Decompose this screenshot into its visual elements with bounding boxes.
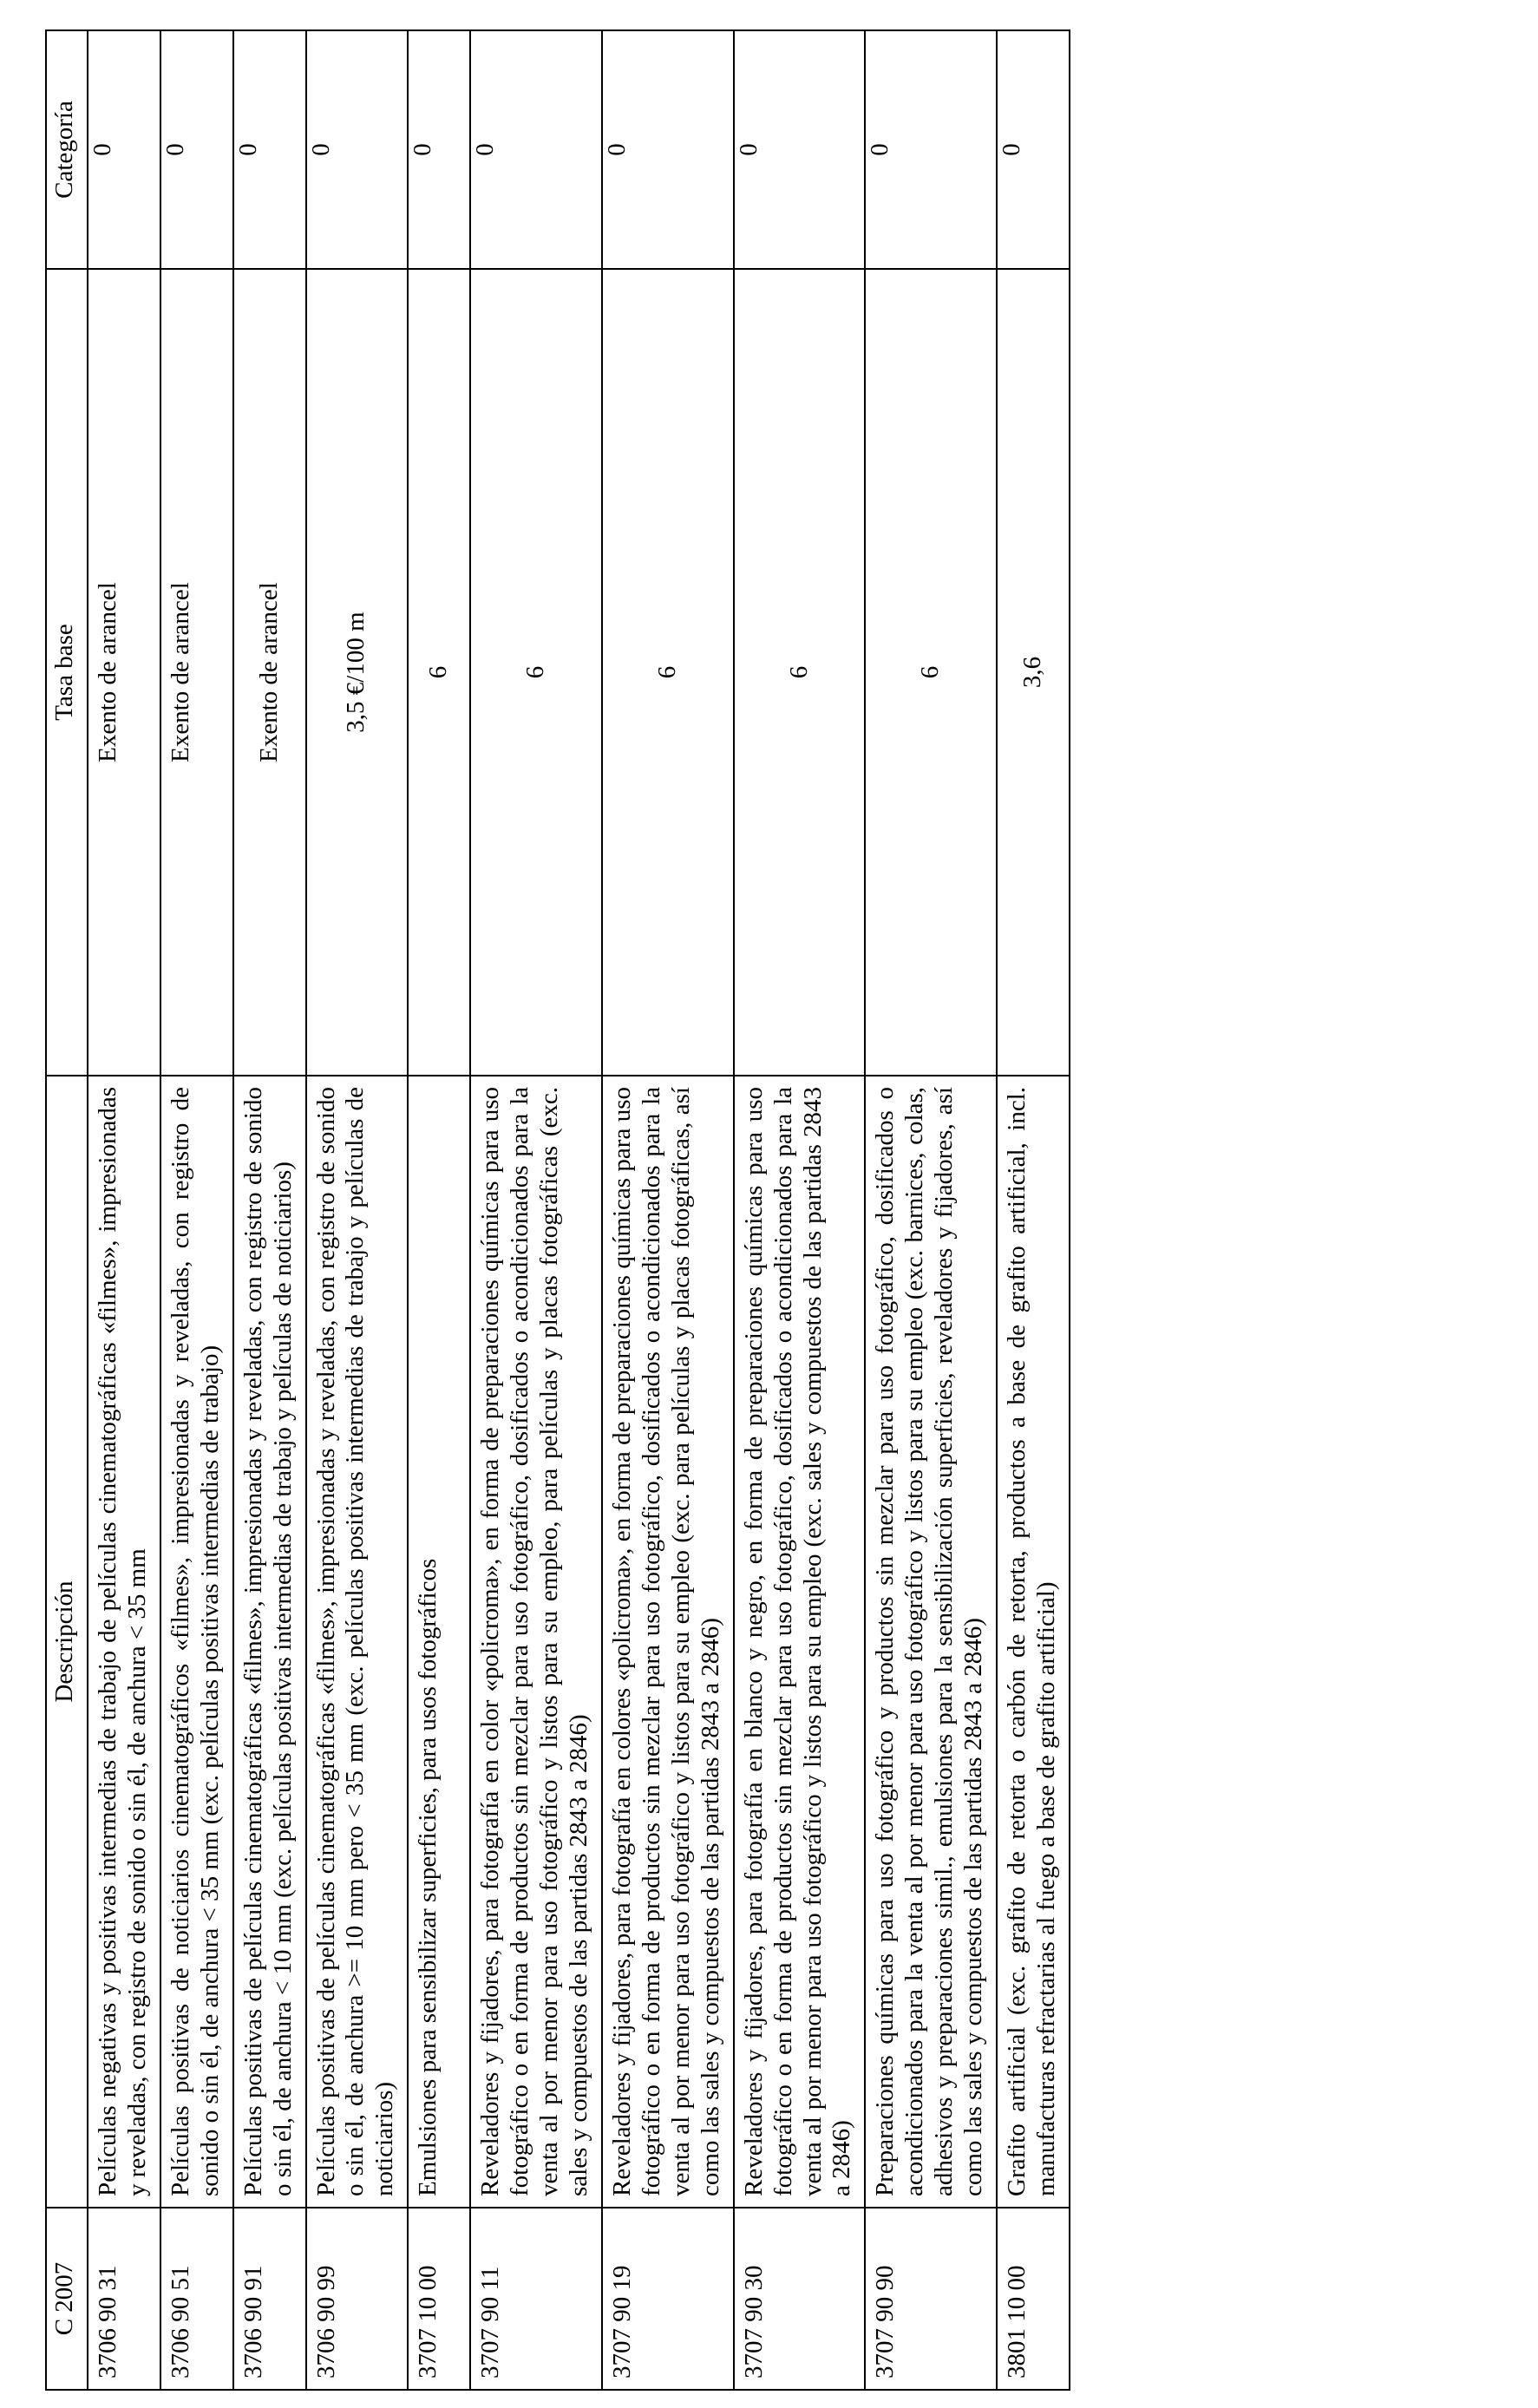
- row-description: Películas negativas y positivas intermedias de trabajo de películas cinematográficas «filmes», impresionadas y reveladas, con registro de sonido o sin él, de anchura < 35 mm: [88, 1076, 160, 2208]
- table-row: [997, 30, 1070, 2390]
- header-code: C 2007: [46, 2208, 88, 2390]
- row-code: 3706 90 51: [160, 2208, 233, 2390]
- row-category: 0: [734, 30, 866, 269]
- row-description: Películas positivas de noticiarios cinematográficos «filmes», impresionadas y reveladas, con registro de sonido o sin él, de anchura < 35 mm (exc. películas positivas intermedias de trabajo): [160, 1076, 233, 2208]
- row-base-rate: Exento de arancel: [233, 269, 306, 1076]
- row-description: Películas positivas de películas cinematográficas «filmes», impresionadas y reveladas, con registro de sonido o sin él, de anchura >= 10 mm pero < 35 mm (exc. películas positivas intermedias de trabajo y películas de noticiarios): [306, 1076, 409, 2208]
- row-description: Grafito artificial (exc. grafito de retorta o carbón de retorta, productos a base de grafito artificial, incl. manufacturas refractarias al fuego a base de grafito artificial): [997, 1076, 1070, 2208]
- table-row: [602, 30, 734, 2390]
- row-description: Preparaciones químicas para uso fotográfico y productos sin mezclar para uso fotográfico, dosificados o acondicionados para la venta al por menor para uso fotográfico y listos para su empleo (exc. barnices, colas, adhesivos y preparaciones simil., emulsiones para la sensibilización superficies, reveladores y fijadores, así como las sales y compuestos de las partidas 2843 a 2846): [865, 1076, 997, 2208]
- row-description: Reveladores y fijadores, para fotografía en blanco y negro, en forma de preparaciones químicas para uso fotográfico o en forma de productos sin mezclar para uso fotográfico, dosificados o acondicionados para la venta al por menor para uso fotográfico y listos para su empleo (exc. sales y compuestos de las partidas 2843 a 2846): [734, 1076, 866, 2208]
- row-category: 0: [306, 30, 409, 269]
- row-base-rate: 3,6: [997, 269, 1070, 1076]
- row-category: 0: [602, 30, 734, 269]
- row-code: 3707 10 00: [408, 2208, 470, 2390]
- row-base-rate: 6: [408, 269, 470, 1076]
- row-base-rate: Exento de arancel: [160, 269, 233, 1076]
- row-category: 0: [470, 30, 602, 269]
- header-description: Descripción: [46, 1076, 88, 2208]
- row-code: 3706 90 91: [233, 2208, 306, 2390]
- tariff-table: [45, 29, 1070, 2391]
- row-code: 3706 90 31: [88, 2208, 160, 2390]
- table-row: [160, 30, 233, 2390]
- row-code: 3801 10 00: [997, 2208, 1070, 2390]
- row-base-rate: 6: [865, 269, 997, 1076]
- row-description: Películas positivas de películas cinematográficas «filmes», impresionadas y reveladas, con registro de sonido o sin él, de anchura < 10 mm (exc. películas positivas intermedias de trabajo y películas de noticiarios): [233, 1076, 306, 2208]
- row-category: 0: [88, 30, 160, 269]
- table-row: [88, 30, 160, 2390]
- table-row: [470, 30, 602, 2390]
- row-base-rate: 3,5 €/100 m: [306, 269, 409, 1076]
- row-code: 3707 90 30: [734, 2208, 866, 2390]
- row-base-rate: Exento de arancel: [88, 269, 160, 1076]
- row-description: Emulsiones para sensibilizar superficies, para usos fotográficos: [408, 1076, 470, 2208]
- row-base-rate: 6: [602, 269, 734, 1076]
- table-row: [233, 30, 306, 2390]
- row-category: 0: [408, 30, 470, 269]
- row-code: 3707 90 90: [865, 2208, 997, 2390]
- row-category: 0: [865, 30, 997, 269]
- row-description: Reveladores y fijadores, para fotografía en colores «policroma», en forma de preparaciones químicas para uso fotográfico o en forma de productos sin mezclar para uso fotográfico, dosificados o acondicionados para la venta al por menor para uso fotográfico y listos para su empleo (exc. para películas y placas fotográficas, así como las sales y compuestos de las partidas 2843 a 2846): [602, 1076, 734, 2208]
- row-category: 0: [997, 30, 1070, 269]
- row-code: 3707 90 19: [602, 2208, 734, 2390]
- row-code: 3706 90 99: [306, 2208, 409, 2390]
- row-description: Reveladores y fijadores, para fotografía en color «policroma», en forma de preparaciones químicas para uso fotográfico o en forma de productos sin mezclar para uso fotográfico, dosificados o acondicionados para la venta al por menor para uso fotográfico y listos para su empleo, para películas y placas fotográficas (exc. sales y compuestos de las partidas 2843 a 2846): [470, 1076, 602, 2208]
- header-category: Categoría: [46, 30, 88, 269]
- row-base-rate: 6: [470, 269, 602, 1076]
- row-category: 0: [233, 30, 306, 269]
- table-row: [734, 30, 866, 2390]
- table-header-row: [46, 30, 88, 2390]
- table-row: [408, 30, 470, 2390]
- row-code: 3707 90 11: [470, 2208, 602, 2390]
- header-base-rate: Tasa base: [46, 269, 88, 1076]
- table-row: [306, 30, 409, 2390]
- row-base-rate: 6: [734, 269, 866, 1076]
- table-row: [865, 30, 997, 2390]
- row-category: 0: [160, 30, 233, 269]
